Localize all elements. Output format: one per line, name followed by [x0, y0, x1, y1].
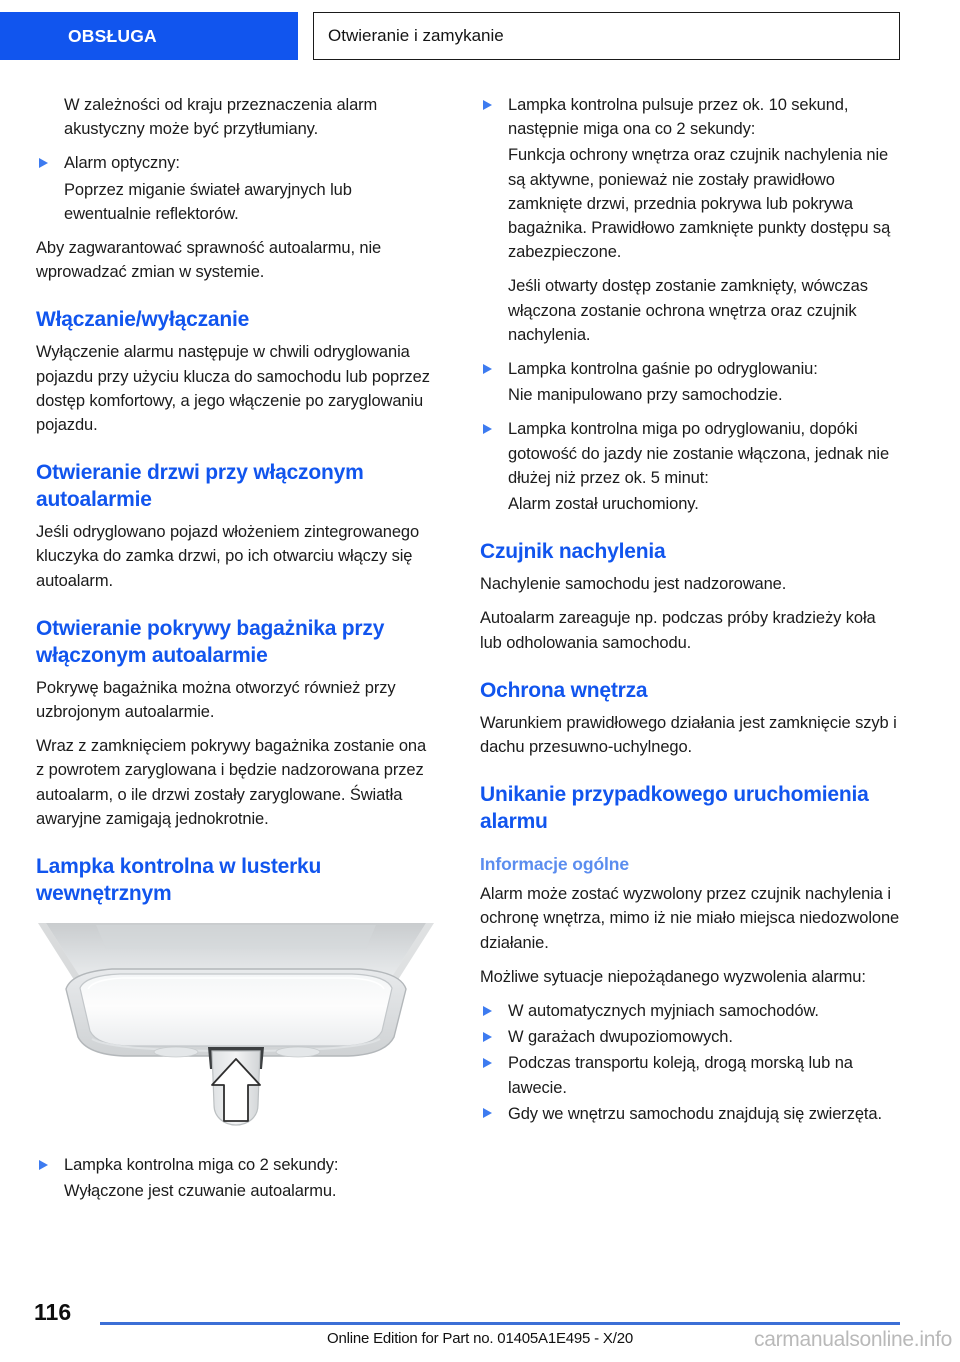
bullet-item — [480, 1051, 900, 1099]
bullet-item-label: W automatycznych myjniach samochodów. — [508, 1002, 819, 1021]
body-paragraph: W zależności od kraju przeznaczenia alarm akustyczny może być przytłumiany. — [64, 96, 378, 139]
body-paragraph: Warunkiem prawidłowego działania jest zamknięcie szyb i dachu przesuwno-uchylnego. — [480, 713, 897, 757]
header-section-label: Otwieranie i zamykanie — [328, 26, 504, 45]
footer-divider-rule — [100, 1322, 900, 1325]
bullet-item-label: Lampka kontrolna pulsuje przez ok. 10 sekund, następnie miga ona co 2 sekundy: — [508, 96, 849, 139]
bullet-item — [480, 357, 900, 381]
bullet-item — [36, 151, 436, 175]
body-paragraph: Nachylenie samochodu jest nadzorowane. — [480, 575, 787, 594]
section-heading: Ochrona wnętrza — [480, 678, 648, 702]
page-number: 116 — [34, 1299, 72, 1325]
page-footer — [0, 1284, 960, 1362]
triangle-bullet-icon — [39, 1160, 48, 1170]
bullet-item — [480, 417, 900, 490]
bullet-item — [480, 999, 900, 1023]
bullet-item-label: Lampka kontrolna miga co 2 sekundy: — [64, 1156, 339, 1175]
body-paragraph: Autoalarm zareaguje np. podczas próby kradzieży koła lub odholowania samochodu. — [480, 609, 876, 652]
bullet-item-label: Lampka kontrolna gaśnie po odryglowaniu: — [508, 360, 818, 379]
body-paragraph: Wyłączenie alarmu następuje w chwili odryglowania pojazdu przy użyciu klucza do samochodu lub poprzez dostęp komfortowy, a jego włączenie po zaryglowaniu pojazdu. — [36, 343, 430, 435]
triangle-bullet-icon — [483, 100, 492, 110]
section-heading: Otwieranie drzwi przy włączonym autoalarmie — [36, 461, 364, 512]
section-heading: Lampka kontrolna w lusterku wewnętrznym — [36, 855, 322, 906]
body-paragraph: Wraz z zamknięciem pokrywy bagażnika zostanie ona z powrotem zaryglowana i będzie nadzorowana przez autoalarm, o ile drzwi zostały zaryglowane. Światła awaryjne zamigają jednokrotnie. — [36, 737, 427, 828]
section-heading: Włączanie/wyłączanie — [36, 308, 250, 332]
bullet-item — [480, 1102, 900, 1126]
watermark-text: carmanualsonline.info — [754, 1328, 952, 1351]
triangle-bullet-icon — [483, 1108, 492, 1118]
triangle-bullet-icon — [483, 364, 492, 374]
body-paragraph: Jeśli otwarty dostęp zostanie zamknięty, wówczas włączona zostanie ochrona wnętrza oraz czujnik nachylenia. — [508, 277, 868, 344]
bullet-item-label: Podczas transportu koleją, drogą morską lub na lawecie. — [508, 1054, 853, 1097]
triangle-bullet-icon — [39, 158, 48, 168]
body-paragraph: Alarm może zostać wyzwolony przez czujnik nachylenia i ochronę wnętrza, mimo iż nie miało miejsca niedozwolone działanie. — [480, 885, 900, 952]
body-paragraph: Możliwe sytuacje niepożądanego wyzwolenia alarmu: — [480, 967, 866, 986]
left-column — [36, 93, 436, 1213]
footer-edition-text: Online Edition for Part no. 01405A1E495 - X/20 — [326, 1330, 633, 1347]
body-paragraph: Pokrywę bagażnika można otworzyć również przy uzbrojonym autoalarmie. — [36, 678, 396, 722]
body-paragraph: Funkcja ochrony wnętrza oraz czujnik nachylenia nie są aktywne, ponieważ nie zostały prawidłowo zamknięte drzwi, przednia pokrywa lub pokrywa bagażnika. Prawidłowo zamknięte punkty dostępu są zabezpieczone. — [508, 146, 891, 262]
section-heading: Unikanie przypadkowego uruchomienia alarmu — [480, 783, 869, 834]
bullet-item-label: Gdy we wnętrzu samochodu znajdują się zwierzęta. — [508, 1104, 882, 1123]
header-chapter-label: OBSŁUGA — [68, 25, 157, 46]
bullet-item — [480, 93, 900, 141]
header-chapter-banner — [0, 12, 298, 60]
rear-view-mirror-illustration — [36, 919, 436, 1137]
header-section-box — [313, 12, 900, 60]
body-paragraph: Aby zagwarantować sprawność autoalarmu, nie wprowadzać zmian w systemie. — [36, 239, 382, 282]
bullet-item — [480, 1025, 900, 1049]
triangle-bullet-icon — [483, 1032, 492, 1042]
body-paragraph: Alarm został uruchomiony. — [508, 495, 699, 514]
right-column — [480, 93, 900, 1128]
triangle-bullet-icon — [483, 1006, 492, 1016]
bullet-item-label: Alarm optyczny: — [64, 154, 180, 173]
body-paragraph: Poprzez miganie świateł awaryjnych lub ewentualnie reflektorów. — [64, 180, 352, 223]
section-heading: Otwieranie pokrywy bagażnika przy włączonym autoalarmie — [36, 616, 385, 667]
triangle-bullet-icon — [483, 424, 492, 434]
triangle-bullet-icon — [483, 1058, 492, 1068]
bullet-item — [36, 1153, 436, 1177]
section-heading: Czujnik nachylenia — [480, 540, 666, 564]
page-header — [0, 12, 960, 60]
bullet-item-label: W garażach dwupoziomowych. — [508, 1028, 733, 1047]
body-paragraph: Nie manipulowano przy samochodzie. — [508, 386, 783, 405]
body-paragraph: Jeśli odryglowano pojazd włożeniem zintegrowanego kluczyka do zamka drzwi, po ich otwarciu włączy się autoalarm. — [36, 523, 420, 590]
body-paragraph: Wyłączone jest czuwanie autoalarmu. — [64, 1182, 337, 1201]
section-subheading: Informacje ogólne — [480, 854, 630, 875]
bullet-item-label: Lampka kontrolna miga po odryglowaniu, dopóki gotowość do jazdy nie zostanie włączona, jednak nie dłużej niż przez ok. 5 minut: — [508, 420, 890, 487]
